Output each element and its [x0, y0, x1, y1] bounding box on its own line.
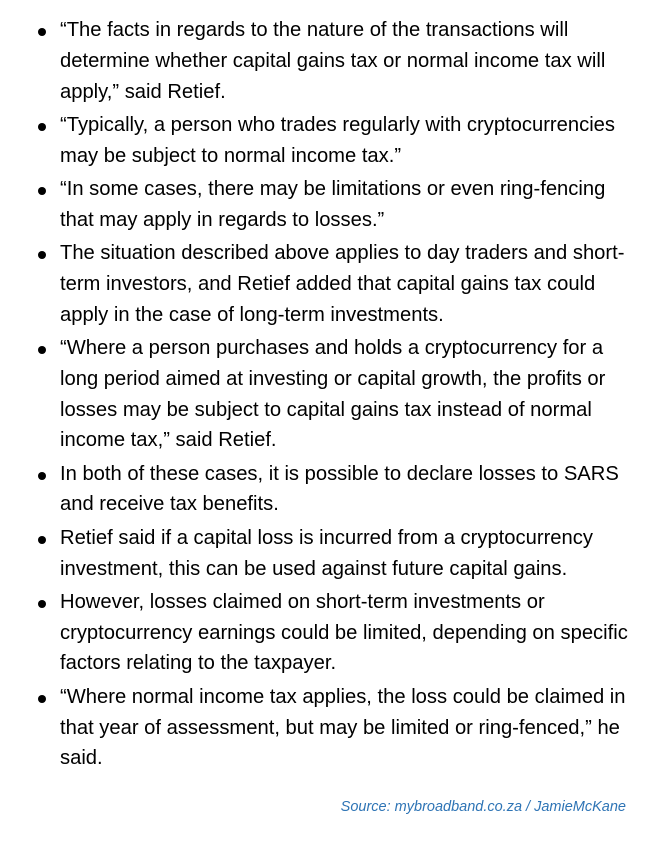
list-item [0, 523, 650, 585]
bullet-list [0, 15, 650, 774]
bullet-text: “In some cases, there may be limitations or even ring-fencing that may apply in regards to losses.” [60, 177, 606, 231]
bullet-icon [38, 251, 46, 259]
bullet-icon [38, 600, 46, 608]
list-item [0, 110, 650, 172]
list-item [0, 587, 650, 679]
bullet-text: In both of these cases, it is possible to declare losses to SARS and receive tax benefits. [60, 462, 619, 516]
list-item [0, 682, 650, 774]
list-item [0, 15, 650, 107]
bullet-icon [38, 123, 46, 131]
bullet-icon [38, 28, 46, 36]
bullet-text: The situation described above applies to day traders and short-term investors, and Retief added that capital gains tax could apply in the case of long-term investments. [60, 242, 625, 326]
bullet-text: “Where normal income tax applies, the loss could be claimed in that year of assessment, but may be limited or ring-fenced,” he said. [60, 685, 626, 770]
list-item [0, 238, 650, 330]
bullet-text: “The facts in regards to the nature of the transactions will determine whether capital gains tax or normal income tax will apply,” said Retief. [60, 19, 606, 103]
bullet-icon [38, 187, 46, 195]
source-credit: Source: mybroadband.co.za / JamieMcKane [340, 799, 626, 815]
list-item [0, 174, 650, 236]
bullet-text: “Typically, a person who trades regularly with cryptocurrencies may be subject to normal income tax.” [60, 113, 616, 167]
bullet-text: Retief said if a capital loss is incurred from a cryptocurrency investment, this can be used against future capital gains. [60, 526, 593, 580]
bullet-icon [38, 536, 46, 544]
bullet-icon [38, 346, 46, 354]
list-item [0, 333, 650, 456]
bullet-text: “Where a person purchases and holds a cryptocurrency for a long period aimed at investing or capital growth, the profits or losses may be subject to capital gains tax instead of normal income tax,” said Retief. [60, 336, 606, 452]
bullet-icon [38, 695, 46, 703]
bullet-text: However, losses claimed on short-term investments or cryptocurrency earnings could be limited, depending on specific factors relating to the taxpayer. [60, 590, 628, 675]
bullet-icon [38, 472, 46, 480]
list-item [0, 459, 650, 521]
